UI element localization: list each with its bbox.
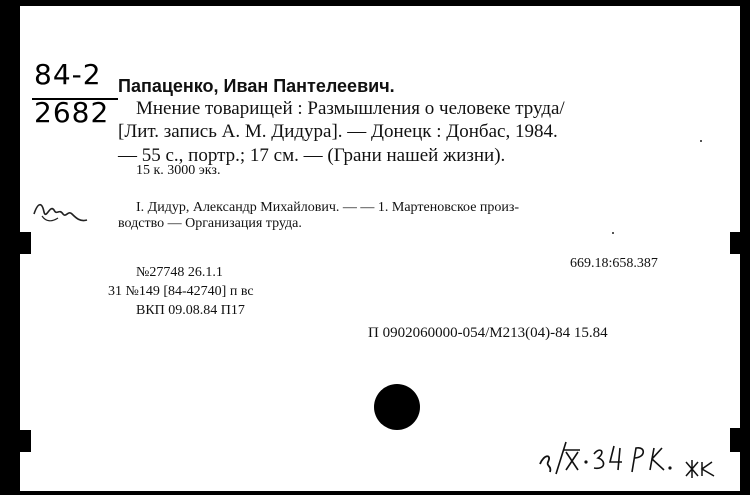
title-line-2: [Лит. запись А. М. Дидура]. — Донецк : Донбас, 1984. xyxy=(118,121,558,142)
tracing-line-1: I. Дидур, Александр Михайлович. — — 1. Мартеновское произ- xyxy=(136,200,520,215)
shelf-mark-top: 84-2 xyxy=(34,58,102,91)
handwritten-scribble xyxy=(32,196,92,226)
author-heading: Папаценко, Иван Пантелеевич. xyxy=(118,76,395,96)
print-code-line: П 0902060000-054/М213(04)-84 15.84 xyxy=(368,325,608,341)
record-line-1: №27748 26.1.1 xyxy=(136,265,223,280)
title-line-1: Мнение товарищей : Размышления о человеке труда/ xyxy=(136,98,565,119)
card-notch-right xyxy=(730,232,742,254)
shelf-mark-bottom: 2682 xyxy=(34,96,110,129)
price-and-copies: 15 к. 3000 экз. xyxy=(136,163,221,178)
tracing-line-2: водство — Организация труда. xyxy=(118,216,302,231)
record-line-3: ВКП 09.08.84 П17 xyxy=(136,303,245,318)
scan-speck xyxy=(700,140,702,142)
card-notch-right-lower xyxy=(730,428,742,452)
scan-border-bottom xyxy=(0,491,750,495)
classification-number: 669.18:658.387 xyxy=(570,256,658,271)
card-notch-left xyxy=(17,232,31,254)
handwritten-date-note xyxy=(536,436,731,482)
record-line-2: 31 №149 [84-42740] п вс xyxy=(108,284,254,299)
title-line-3: — 55 с., портр.; 17 см. — (Грани нашей жизни). xyxy=(118,145,506,166)
card-notch-left-lower xyxy=(17,430,31,452)
card-punch-hole xyxy=(374,384,420,430)
scan-border-top xyxy=(0,0,750,6)
scan-speck xyxy=(612,232,614,234)
